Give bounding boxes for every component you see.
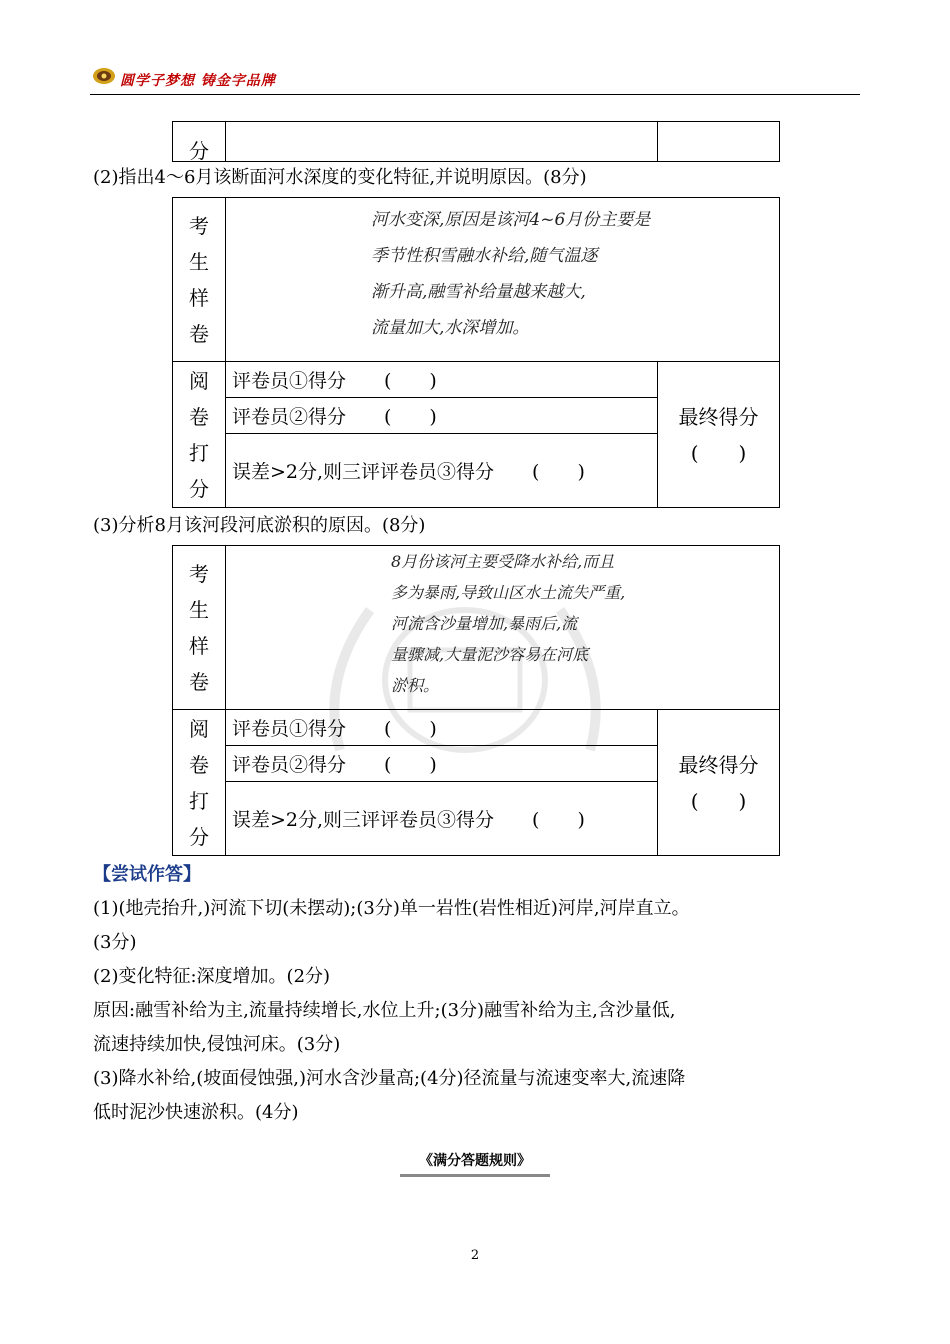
answer-line: 原因:融雪补给为主,流量持续增长,水位上升;(3分)融雪补给为主,含沙量低, — [93, 1000, 676, 1021]
scorer-2-row[interactable]: 评卷员②得分 ( ) — [226, 746, 658, 782]
attempted-answers-section — [93, 858, 863, 1130]
final-score-label: 最终得分 — [678, 752, 759, 777]
handwritten-answer-area — [226, 546, 780, 710]
question-3-prompt: (3)分析8月该河段河底淤积的原因。(8分) — [93, 515, 426, 536]
final-score-paren: ( ) — [690, 788, 747, 813]
full-score-rules-banner: 《满分答题规则》 — [400, 1150, 550, 1177]
fragment-label: 分 — [173, 122, 226, 162]
handwritten-answer-area — [226, 198, 780, 362]
grading-label: 阅卷打分 — [173, 710, 226, 856]
handwritten-answer: 8月份该河主要受降水补给,而且 多为暴雨,导致山区水土流失严重, 河流含沙量增加,暴雨后,流 量骤减,大量泥沙容易在河底 淤积。 — [391, 552, 626, 695]
scorer-1-row[interactable]: 评卷员①得分 ( ) — [226, 710, 658, 746]
scorer-3-row[interactable]: 误差>2分,则三评评卷员③得分 ( ) — [226, 782, 658, 856]
answer-line: (3)降水补给,(坡面侵蚀强,)河水含沙量高;(4分)径流量与流速变率大,流速降 — [93, 1068, 686, 1089]
scorer-2-row[interactable]: 评卷员②得分 ( ) — [226, 398, 658, 434]
final-score-cell[interactable] — [658, 362, 780, 508]
final-score-paren: ( ) — [690, 440, 747, 465]
page-number: 2 — [470, 1248, 480, 1263]
scorer-1-row[interactable]: 评卷员①得分 ( ) — [226, 362, 658, 398]
final-score-cell[interactable] — [658, 710, 780, 856]
answer-line: 低时泥沙快速淤积。(4分) — [93, 1102, 299, 1123]
answer-line: (1)(地壳抬升,)河流下切(未摆动);(3分)单一岩性(岩性相近)河岸,河岸直立。 — [93, 898, 690, 919]
question-2-prompt: (2)指出4～6月该断面河水深度的变化特征,并说明原因。(8分) — [93, 167, 587, 188]
sample-label: 考生样卷 — [173, 198, 226, 362]
answer-line: 流速持续加快,侵蚀河床。(3分) — [93, 1034, 341, 1055]
brand-slogan: 圆学子梦想 铸金字品牌 — [120, 73, 276, 89]
question-3-grading-table — [172, 545, 780, 856]
fragment-empty-cell — [226, 122, 658, 162]
page-header — [90, 62, 860, 95]
fragment-score-cell — [658, 122, 780, 162]
sample-label: 考生样卷 — [173, 546, 226, 710]
brand-logo-icon — [92, 66, 116, 86]
previous-question-table-fragment — [172, 121, 780, 162]
scorer-3-row[interactable]: 误差>2分,则三评评卷员③得分 ( ) — [226, 434, 658, 508]
handwritten-answer: 河水变深,原因是该河4~6月份主要是 季节性积雪融水补给,随气温逐 渐升高,融雪补给量越来越大, 流量加大,水深增加。 — [371, 210, 651, 338]
question-2-grading-table — [172, 197, 780, 508]
answers-title: 【尝试作答】 — [93, 864, 201, 885]
answer-line: (3分) — [93, 932, 137, 953]
answer-line: (2)变化特征:深度增加。(2分) — [93, 966, 331, 987]
grading-label: 阅卷打分 — [173, 362, 226, 508]
final-score-label: 最终得分 — [678, 404, 759, 429]
